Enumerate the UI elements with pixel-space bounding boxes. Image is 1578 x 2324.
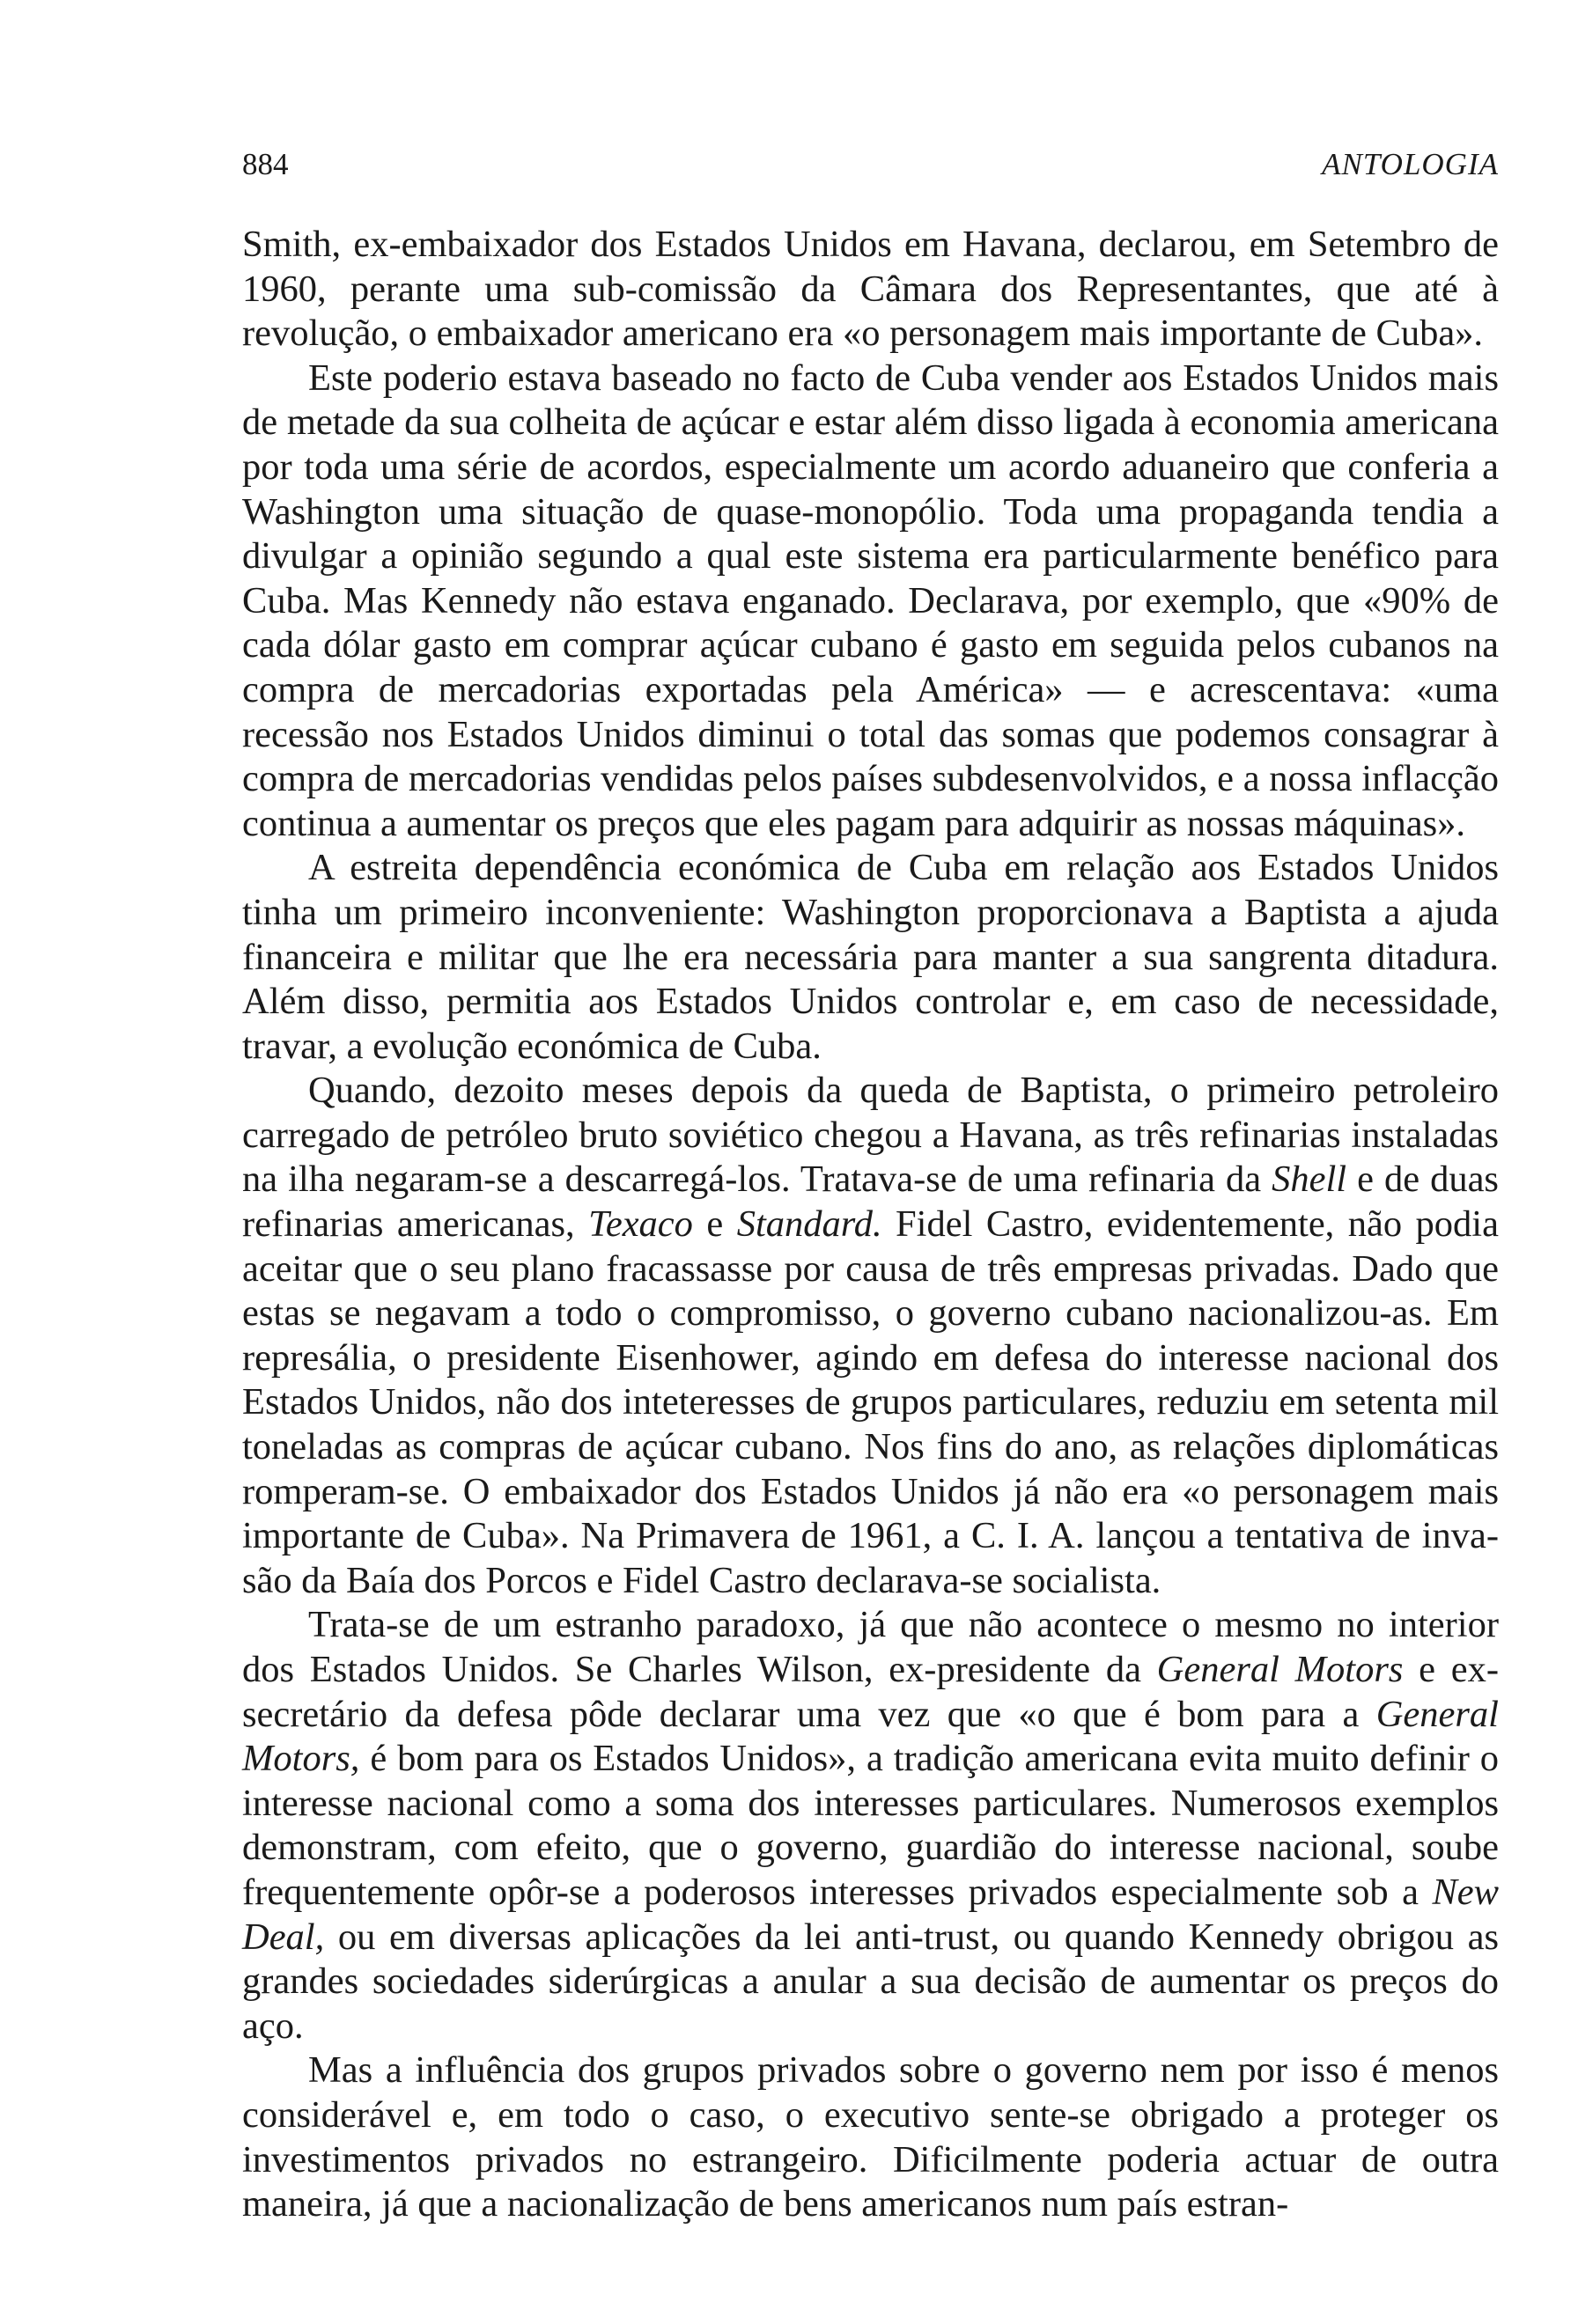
italic-company-name: Standard. [736, 1203, 882, 1246]
paragraph [242, 1603, 1499, 2048]
paragraph [242, 1069, 1499, 1603]
italic-company-name: General Motors [1156, 1649, 1404, 1690]
paragraph [242, 223, 1499, 357]
running-header [242, 143, 1499, 187]
paragraph-text: Smith, ex-embaixador dos Estados Unidos em Havana, declarou, em Setembro de 1960, perante uma sub-comissão da Câmara dos Representantes, que até à revolução, o embaixador americano era «o personagem mais importante de Cuba». [242, 224, 1499, 355]
paragraph-text: ou em diversas aplicações da lei anti-trust, ou quando Kennedy obrigou as grandes sociedades siderúrgicas a anular a sua decisão de aumentar os preços do aço. [242, 1916, 1499, 2047]
paragraph-text: e de duas refinarias americanas, [242, 1158, 1499, 1246]
paragraph-text: Quando, dezoito meses depois da queda de Baptista, o primeiro petroleiro carregado de petróleo bruto soviético chegou a Havana, as três refinarias instaladas na ilha negaram-se a descarregá-los. Tratava-se de uma refinaria da [242, 1070, 1499, 1201]
italic-company-name: Shell [1272, 1158, 1347, 1201]
italic-policy-name: New Deal, [242, 1871, 1499, 1958]
paragraph-text: é bom para os Estados Unidos», a tradição americana evita muito definir o interesse nacional como a soma dos interesses particulares. Numerosos exemplos demonstram, com efeito, que o governo, guardião do interesse nacional, soube frequentemente opôr-se a poderosos interesses privados especialmente sob a [242, 1738, 1499, 1913]
paragraph-text: Mas a influência dos grupos privados sobre o governo nem por isso é menos considerável e, em todo o caso, o executivo sente-se obrigado a proteger os investimentos privados no estrangeiro. Dificilmente poderia actuar de outra maneira, já que a nacionalização de bens americanos num país estran- [242, 2049, 1499, 2225]
paragraph-text: A estreita dependência económica de Cuba em relação aos Estados Unidos tinha um primeiro inconveniente: Washington proporcionava a Baptista a ajuda financeira e militar que lhe era necessária para manter a sua sangrenta ditadura. Além disso, permitia aos Estados Unidos controlar e, em caso de necessidade, travar, a evolução económica de Cuba. [242, 847, 1499, 1067]
paragraph-text: Trata-se de um estranho paradoxo, já que não acontece o mesmo no interior dos Estados Unidos. Se Charles Wilson, ex-presidente da [242, 1604, 1499, 1690]
page-number: 884 [242, 147, 289, 181]
paragraph-text: Este poderio estava baseado no facto de Cuba vender aos Estados Unidos mais de metade da sua colheita de açúcar e estar além disso ligada à economia americana por toda uma série de acordos, especialmente um acordo aduaneiro que conferia a Washington uma situação de quase-monopólio. Toda uma propaganda tendia a divulgar a opinião segundo a qual este sistema era particularmente benéfico para Cuba. Mas Kennedy não estava enganado. Declarava, por exemplo, que «90% de cada dólar gasto em comprar açúcar cubano é gasto em seguida pelos cubanos na compra de mercadorias exportadas pela América» — e acrescentava: «uma recessão nos Estados Unidos diminui o total das somas que podemos consagrar à compra de mercadorias vendidas pelos países subdesenvolvidos, e a nossa inflacção continua a aumentar os preços que eles pagam para adquirir as nossas máquinas». [242, 357, 1499, 844]
paragraph [242, 2048, 1499, 2226]
body-text [242, 223, 1499, 2227]
paragraph-text: e ex-secretário da defesa pôde declarar uma vez que «o que é bom para a [242, 1649, 1499, 1735]
paragraph-text: e [692, 1203, 737, 1246]
paragraph-text: Fidel Castro, evidentemente, não podia aceitar que o seu plano fracassasse por causa de três empresas privadas. Dado que estas se negavam a todo o compromisso, o governo cubano nacionalizou-as. Em represália, o presidente Eisenhower, agindo em defesa do interesse nacional dos Estados Unidos, não dos inteteresses de grupos particulares, reduziu em setenta mil toneladas as compras de açúcar cubano. Nos fins do ano, as relações diplomáticas romperam-se. O embaixador dos Estados Unidos já não era «o personagem mais importante de Cuba». Na Primavera de 1961, a C. I. A. lançou a tentativa de invasão da Baía dos Porcos e Fidel Castro declarava-se socialista. [242, 1203, 1499, 1601]
running-title: ANTOLOGIA [1322, 147, 1499, 181]
paragraph [242, 357, 1499, 847]
italic-company-name: Texaco [588, 1203, 693, 1246]
paragraph [242, 846, 1499, 1069]
italic-company-name: General Motors, [242, 1693, 1499, 1780]
